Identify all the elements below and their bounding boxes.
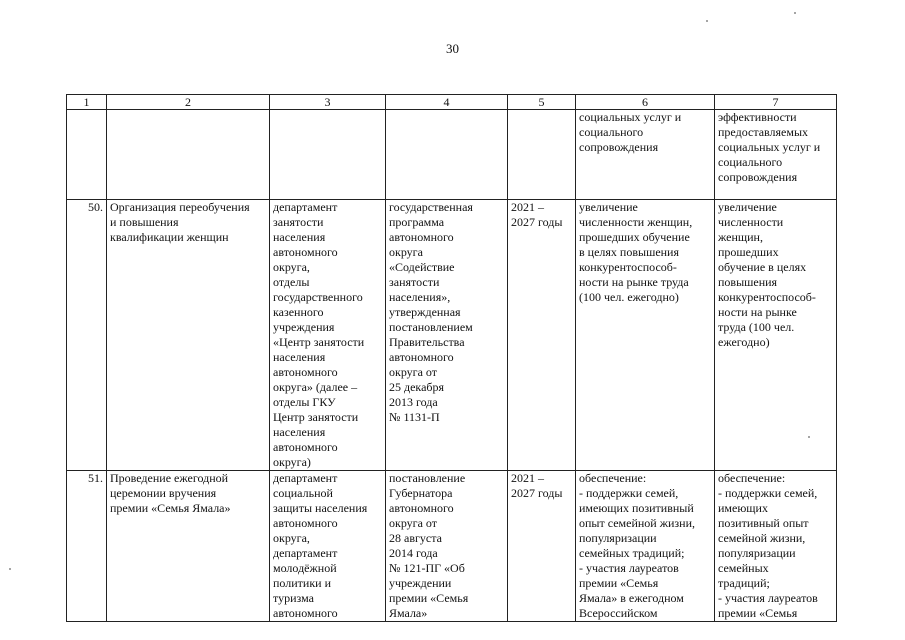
cell-result: увеличение численности женщин, прошедших обучение в целях повышения конкурентоспособ- ности на рынке труда (100 чел. ежегодно) [576, 200, 715, 471]
cell-result: обеспечение: - поддержки семей, имеющих позитивный опыт семейной жизни, популяризации семейных традиций; - участия лауреатов премии «Семья Ямала» в ежегодном Всероссийском [576, 471, 715, 622]
cell-basis [386, 110, 508, 200]
cell-event: Организация переобучения и повышения квалификации женщин [107, 200, 270, 471]
table-row [67, 200, 837, 471]
column-header-4: 4 [386, 95, 508, 110]
cell-basis: государственная программа автономного округа «Содействие занятости населения», утвержденная постановлением Правительства автономного округа от 25 декабря 2013 года № 1131-П [386, 200, 508, 471]
scan-speck [794, 12, 796, 14]
column-header-5: 5 [508, 95, 576, 110]
cell-indicator: увеличение численности женщин, прошедших обучение в целях повышения конкурентоспособ- ности на рынке труда (100 чел. ежегодно) [715, 200, 837, 471]
cell-basis: постановление Губернатора автономного округа от 28 августа 2014 года № 121-ПГ «Об учреждении премии «Семья Ямала» [386, 471, 508, 622]
table-row-continuation [67, 110, 837, 200]
cell-indicator: эффективности предоставляемых социальных услуг и социального сопровождения [715, 110, 837, 200]
column-header-6: 6 [576, 95, 715, 110]
scan-speck [706, 20, 708, 22]
cell-event [107, 110, 270, 200]
cell-period: 2021 – 2027 годы [508, 200, 576, 471]
cell-number [67, 110, 107, 200]
page-number: 30 [446, 41, 459, 56]
cell-result: социальных услуг и социального сопровождения [576, 110, 715, 200]
column-header-1: 1 [67, 95, 107, 110]
column-header-2: 2 [107, 95, 270, 110]
cell-number: 51. [67, 471, 107, 622]
measures-table [66, 94, 837, 622]
cell-executor: департамент социальной защиты населения автономного округа, департамент молодёжной политики и туризма автономного [270, 471, 386, 622]
scan-speck [9, 568, 11, 570]
column-header-3: 3 [270, 95, 386, 110]
cell-event: Проведение ежегодной церемонии вручения премии «Семья Ямала» [107, 471, 270, 622]
cell-period: 2021 – 2027 годы [508, 471, 576, 622]
cell-number: 50. [67, 200, 107, 471]
column-header-7: 7 [715, 95, 837, 110]
cell-period [508, 110, 576, 200]
cell-executor [270, 110, 386, 200]
cell-executor: департамент занятости населения автономного округа, отделы государственного казенного учреждения «Центр занятости населения автономного округа» (далее – отделы ГКУ Центр занятости населения автономного округа) [270, 200, 386, 471]
header-row [67, 95, 837, 110]
scan-speck [808, 436, 810, 438]
cell-indicator: обеспечение: - поддержки семей, имеющих позитивный опыт семейной жизни, популяризации семейных традиций; - участия лауреатов премии «Семья [715, 471, 837, 622]
table-row [67, 471, 837, 622]
